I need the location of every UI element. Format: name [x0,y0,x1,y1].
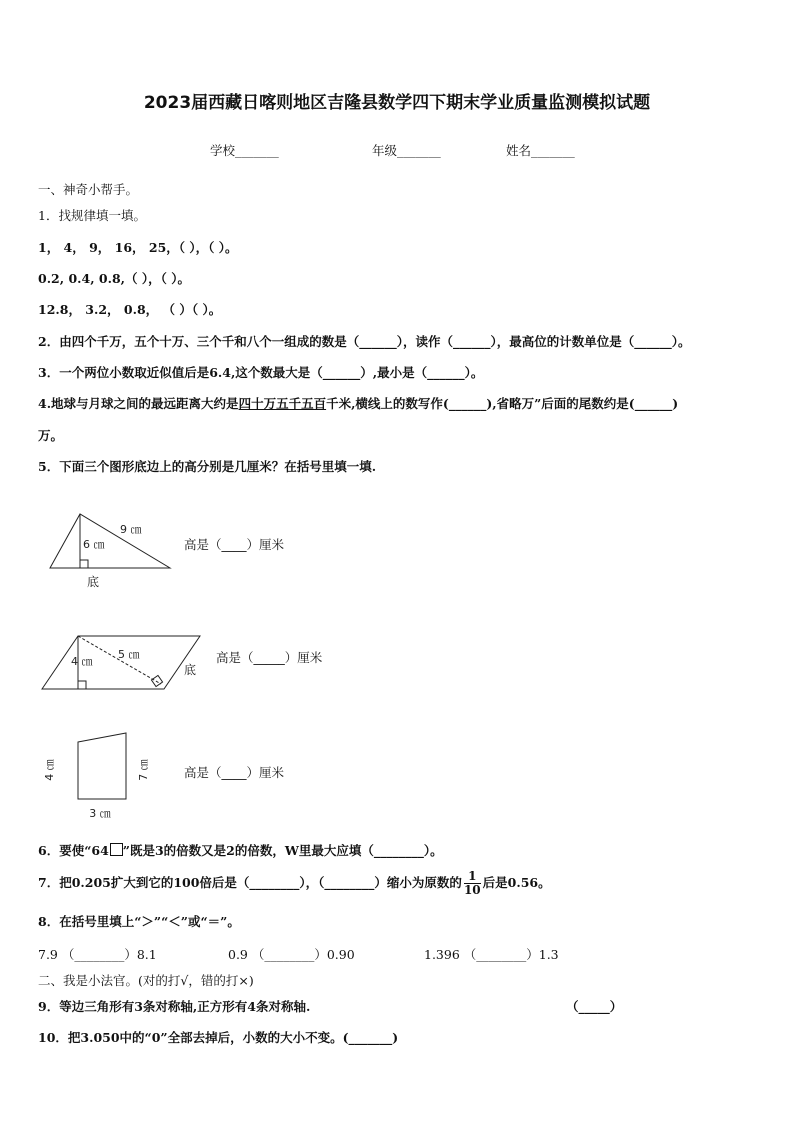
question-7-after: 后是0.56。 [482,875,551,890]
question-1-row-1: 1， 4， 9， 16， 25，（ ），（ ）。 [38,240,238,255]
trapezoid-bottom-label: 3 ㎝ [89,807,111,820]
question-1-row-2: 0.2, 0.4, 0.8,（ ），（ ）。 [38,271,190,286]
question-5: 5．下面三个图形底边上的高分别是几厘米？在括号里填一填. [38,459,377,474]
question-8: 8．在括号里填上“＞”“＜”或“＝”。 [38,914,240,929]
page-title: 2023届西藏日喀则地区吉隆县数学四下期末学业质量监测模拟试题 [143,93,651,113]
name-field[interactable]: 姓名_______ [506,143,575,158]
triangle-base-label: 底 [87,575,100,589]
section-2-heading: 二、我是小法官。(对的打√，错的打×) [38,973,254,988]
triangle-shape [50,514,170,568]
question-1-row-3: 12.8， 3.2， 0.8， （ ）（ ）。 [38,302,222,317]
question-4-before: 4.地球与月球之间的最远距离大约是 [38,396,239,411]
question-9: 9．等边三角形有3条对称轴,正方形有4条对称轴. [38,999,311,1014]
section-1-heading: 一、神奇小帮手。 [38,182,139,197]
question-7 [38,870,551,897]
parallelogram-height-label: 4 ㎝ [71,655,93,668]
fraction [464,870,481,897]
question-10: 10．把3.050中的“0”全部去掉后，小数的大小不变。(_______) [38,1030,399,1045]
figure-3-answer[interactable]: 高是（____）厘米 [184,765,285,780]
compare-item-3[interactable]: 1.396 （________）1.3 [424,947,559,962]
parallelogram-base-label: 底 [184,663,197,677]
triangle-height-label: 6 ㎝ [83,538,105,551]
trapezoid-shape [78,733,126,799]
trapezoid-left-label: 4 ㎝ [43,759,56,781]
question-9-answer[interactable]: （_____） [566,999,623,1014]
question-4-after: 千米,横线上的数写作(______),省略万”后面的尾数约是(______) [326,396,679,411]
question-6-before: 6．要使“64 [38,843,109,858]
question-6-after: ”既是3的倍数又是2的倍数，W里最大应填（________）。 [122,843,443,858]
grade-field[interactable]: 年级_______ [372,143,441,158]
question-4-line-2: 万。 [38,428,64,443]
parallelogram-figure [38,632,208,697]
compare-item-1[interactable]: 7.9 （________）8.1 [38,947,157,962]
question-6 [38,843,443,859]
right-angle-mark [78,681,86,689]
question-4-underlined: 四十万五千五百 [238,396,327,411]
trapezoid-figure [38,728,163,823]
triangle-figure [42,510,177,595]
question-4 [38,396,678,412]
triangle-side-label: 9 ㎝ [120,523,142,536]
parallelogram-shape [42,636,200,689]
figure-1-answer[interactable]: 高是（____）厘米 [184,537,285,552]
trapezoid-right-label: 7 ㎝ [137,759,150,781]
question-2: 2．由四个千万，五个十万、三个千和八个一组成的数是（______），读作（______），最高位的计数单位是（______）。 [38,334,691,349]
fraction-denominator: 10 [463,883,481,897]
blank-square-icon [110,843,123,856]
right-angle-mark [151,675,162,686]
figure-2-answer[interactable]: 高是（_____）厘米 [216,650,323,665]
compare-item-2[interactable]: 0.9 （________）0.90 [228,947,355,962]
question-1-label: 1．找规律填一填。 [38,208,146,223]
parallelogram-side-label: 5 ㎝ [118,648,140,661]
school-field[interactable]: 学校_______ [210,143,279,158]
right-angle-mark [80,560,88,568]
question-7-before: 7．把0.205扩大到它的100倍后是（________），（________）缩小为原数的 [38,875,462,890]
fraction-numerator: 1 [464,870,481,884]
question-3: 3．一个两位小数取近似值后是6.4,这个数最大是（______）,最小是（______）。 [38,365,484,380]
